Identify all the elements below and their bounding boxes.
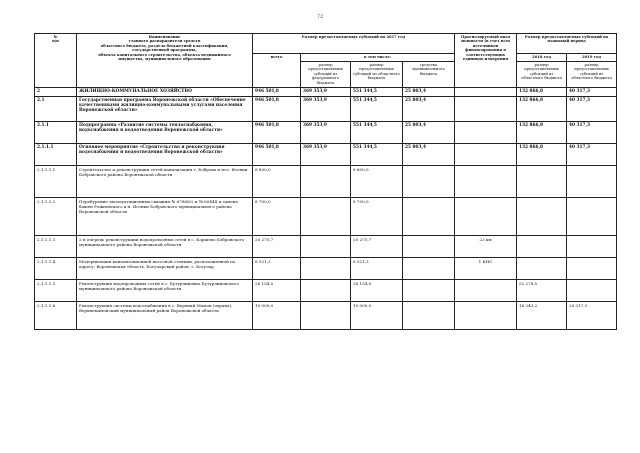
header-2018: 2018 год [517, 54, 567, 62]
row-2019 [567, 280, 617, 302]
table-row [35, 88, 617, 97]
header-total: всего [253, 54, 301, 88]
row-2019: 40 317,3 [567, 144, 617, 166]
row-2018: 132 866,8 [517, 97, 567, 122]
table-row [35, 280, 617, 302]
row-municipal [403, 258, 455, 280]
row-name: Реконструкция водопроводных сетей в с. Бутурлиновка Бутурлиновского муниципального района Воронежской области [77, 280, 253, 302]
row-municipal: 25 803,4 [403, 144, 455, 166]
row-name: ЖИЛИЩНО-КОММУНАЛЬНОЕ ХОЗЯЙСТВО [77, 88, 253, 97]
row-total: 8 521,3 [253, 258, 301, 280]
row-num: 2.1.1.1 [35, 144, 77, 166]
row-federal [301, 302, 351, 330]
row-total: 8 800,0 [253, 166, 301, 198]
row-name: Государственная программа Воронежской области «Обеспечение качественными жилищно-коммунальными услугами населения Воронежской области» [77, 97, 253, 122]
table-row [35, 258, 617, 280]
row-municipal [403, 198, 455, 236]
row-municipal [403, 302, 455, 330]
row-num: 2.1.1.1.5 [35, 280, 77, 302]
table-body [35, 88, 617, 330]
row-municipal [403, 166, 455, 198]
row-name: Подпрограмма «Развитие системы теплоснабжения, водоснабжения и водоотведения Воронежской области» [77, 122, 253, 144]
row-2019 [567, 198, 617, 236]
row-2018: 132 866,8 [517, 88, 567, 97]
row-2018: 18 243,2 [517, 302, 567, 330]
row-num: 2.1.1.1.4 [35, 258, 77, 280]
row-total: 10 000,0 [253, 302, 301, 330]
row-2018 [517, 166, 567, 198]
row-total: 946 501,8 [253, 122, 301, 144]
row-num: 2 [35, 88, 77, 97]
row-name: 2-я очередь реконструкции водопроводных сетей в с. Коршево Бобровского муниципального района Воронежской области [77, 236, 253, 258]
row-2019: 40 317,3 [567, 122, 617, 144]
header-num: № п/п [35, 34, 77, 88]
header-federal: размер предоставляемых субсидий из федерального бюджета [301, 62, 351, 88]
row-regional: 26 154,0 [351, 280, 403, 302]
subsidies-table [34, 33, 617, 330]
row-federal [301, 198, 351, 236]
row-2019 [567, 236, 617, 258]
row-total: 946 501,8 [253, 88, 301, 97]
header-municipal: средства муниципального бюджета [403, 62, 455, 88]
table-row [35, 236, 617, 258]
row-municipal [403, 236, 455, 258]
row-2019 [567, 258, 617, 280]
header-plan-regional-2018: размер предоставляемых субсидий из областного бюджета [517, 62, 567, 88]
row-regional: 551 344,5 [351, 122, 403, 144]
table-row [35, 198, 617, 236]
row-num: 2.1.1 [35, 122, 77, 144]
row-2019: 40 317,3 [567, 88, 617, 97]
row-capacity [455, 88, 517, 97]
row-name: Перебурение эксплуатационных скважин № 67888/2 и № 60444 и замена башен Рожновского в п. Ясенки Бобровского муниципального района Воронежской области [77, 198, 253, 236]
row-capacity: 23 км [455, 236, 517, 258]
row-municipal [403, 280, 455, 302]
row-capacity: 1 КНС [455, 258, 517, 280]
row-federal: 369 353,9 [301, 144, 351, 166]
header-plan-regional-2019: размер предоставляемых субсидий из областного бюджета [567, 62, 617, 88]
row-total: 946 501,8 [253, 97, 301, 122]
header-size-2017: Размер предоставляемых субсидий на 2017 год [253, 34, 455, 54]
row-municipal: 25 803,4 [403, 122, 455, 144]
row-2019: 40 317,3 [567, 97, 617, 122]
row-capacity [455, 280, 517, 302]
row-2018 [517, 198, 567, 236]
table-row [35, 122, 617, 144]
row-federal: 369 353,9 [301, 88, 351, 97]
row-name: Основное мероприятие «Строительство и реконструкция водоснабжения и водоотведения Воронежской области» [77, 144, 253, 166]
row-municipal: 25 803,4 [403, 97, 455, 122]
row-federal: 369 353,9 [301, 122, 351, 144]
row-2018 [517, 258, 567, 280]
row-capacity [455, 198, 517, 236]
table-row [35, 97, 617, 122]
row-2019 [567, 166, 617, 198]
row-num: 2.1.1.1.6 [35, 302, 77, 330]
row-federal [301, 236, 351, 258]
row-regional: 551 344,5 [351, 88, 403, 97]
row-municipal: 25 803,4 [403, 88, 455, 97]
row-total: 20 275,7 [253, 236, 301, 258]
header-2019: 2019 год [567, 54, 617, 62]
row-name: Реконструкция системы водоснабжения в с. Верхний Мамон (охрана), Верхнемамонский муниципальный район Воронежской области [77, 302, 253, 330]
row-2019: 20 317,3 [567, 302, 617, 330]
row-2018 [517, 236, 567, 258]
row-regional: 551 344,5 [351, 144, 403, 166]
page-number: 72 [316, 14, 324, 20]
row-federal [301, 258, 351, 280]
row-2018: 132 866,8 [517, 122, 567, 144]
row-federal [301, 280, 351, 302]
row-capacity [455, 122, 517, 144]
row-2018: 132 866,8 [517, 144, 567, 166]
header-plan: Размер предоставляемых субсидий на плановый период [517, 34, 617, 54]
row-regional: 551 344,5 [351, 97, 403, 122]
row-capacity [455, 144, 517, 166]
row-num: 2.1.1.1.1 [35, 166, 77, 198]
row-num: 2.1.1.1.3 [35, 236, 77, 258]
row-total: 946 501,8 [253, 144, 301, 166]
row-name: Модернизация канализационной насосной станции, расположенной по адресу: Воронежская область, Богучарский район, г. Богучар [77, 258, 253, 280]
table-row [35, 302, 617, 330]
row-regional: 8 521,3 [351, 258, 403, 280]
row-federal [301, 166, 351, 198]
row-regional: 8 700,0 [351, 198, 403, 236]
row-regional: 20 275,7 [351, 236, 403, 258]
row-name: Строительство и реконструкция сетей канализации г. Боброва и пос. Ясенки Бобровского района Воронежской области [77, 166, 253, 198]
table-row [35, 166, 617, 198]
header-name: Наименование главного распорядителя средств областного бюджета, раздела бюджетной классификации, государственной программы, объекта капитального строительства, объекта недвижимого имущества, муниципального образования [77, 34, 253, 88]
row-capacity [455, 302, 517, 330]
header-regional: размер предоставляемых субсидий из областного бюджета [351, 62, 403, 88]
row-2018: 52 278,5 [517, 280, 567, 302]
row-num: 2.1.1.1.2 [35, 198, 77, 236]
header-capacity: Прогнозируемый ввод мощности (в счет всех источников финансирования в соответствующих единицах измерения [455, 34, 517, 88]
row-capacity [455, 97, 517, 122]
row-num: 2.1 [35, 97, 77, 122]
row-total: 26 154,0 [253, 280, 301, 302]
row-total: 8 700,0 [253, 198, 301, 236]
row-federal: 369 353,9 [301, 97, 351, 122]
row-regional: 8 800,0 [351, 166, 403, 198]
header-incl: в том числе: [301, 54, 455, 62]
row-regional: 10 000,0 [351, 302, 403, 330]
row-capacity [455, 166, 517, 198]
table-row [35, 144, 617, 166]
